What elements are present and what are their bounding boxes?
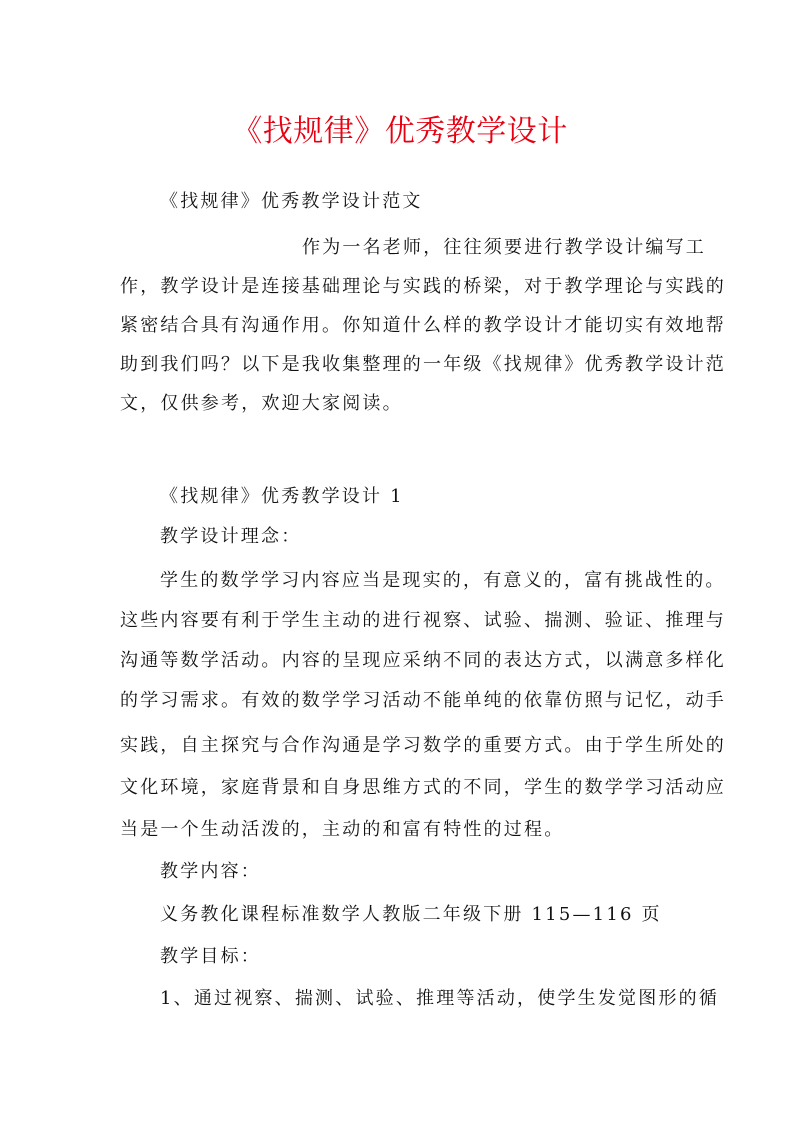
goal-line-1: 1、通过视察、揣测、试验、推理等活动，使学生发觉图形的循 <box>160 988 720 1009</box>
content-label: 教学内容： <box>160 861 261 882</box>
intro-line-1: 作为一名老师，往往须要进行教学设计编写工 <box>302 237 706 258</box>
intro-line-2: 作，教学设计是连接基础理论与实践的桥梁，对于教学理论与实践的 <box>120 276 726 297</box>
section1-heading: 《找规律》优秀教学设计 1 <box>160 486 404 507</box>
intro-line-4: 助到我们吗？以下是我收集整理的一年级《找规律》优秀教学设计范 <box>120 354 726 375</box>
content-text: 义务教化课程标准数学人教版二年级下册 115—116 页 <box>160 904 662 925</box>
concept-line-7: 当是一个生动活泼的，主动的和富有特性的过程。 <box>120 819 565 840</box>
intro-heading: 《找规律》优秀教学设计范文 <box>160 191 423 212</box>
concept-line-3: 沟通等数学活动。内容的呈现应采纳不同的表达方式，以满意多样化 <box>120 650 726 671</box>
concept-line-5: 实践，自主探究与合作沟通是学习数学的重要方式。由于学生所处的 <box>120 735 726 756</box>
document-title: 《找规律》优秀教学设计 <box>232 114 568 149</box>
concept-label: 教学设计理念： <box>160 526 302 547</box>
intro-line-5: 文，仅供参考，欢迎大家阅读。 <box>120 393 403 414</box>
intro-line-3: 紧密结合具有沟通作用。你知道什么样的教学设计才能切实有效地帮 <box>120 315 726 336</box>
concept-line-6: 文化环境，家庭背景和自身思维方式的不同，学生的数学学习活动应 <box>120 777 726 798</box>
concept-line-4: 的学习需求。有效的数学学习活动不能单纯的依靠仿照与记忆，动手 <box>120 690 726 711</box>
concept-line-2: 这些内容要有利于学生主动的进行视察、试验、揣测、验证、推理与 <box>120 610 726 631</box>
concept-line-1: 学生的数学学习内容应当是现实的，有意义的，富有挑战性的。 <box>160 570 726 591</box>
goal-label: 教学目标： <box>160 946 261 967</box>
